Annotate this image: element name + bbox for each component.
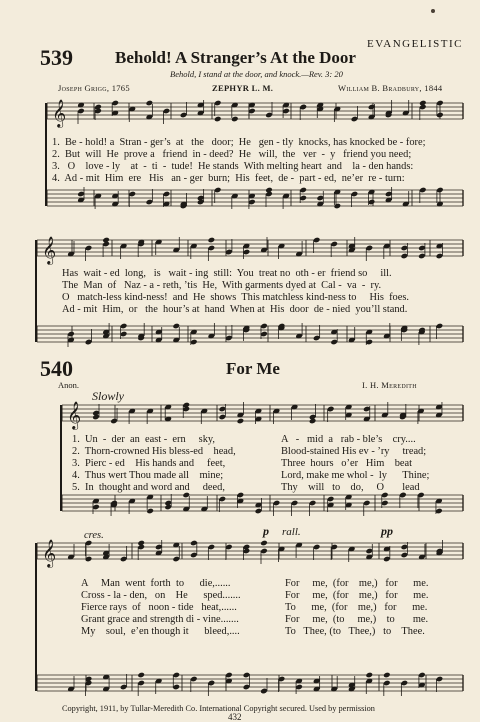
svg-text:𝄞: 𝄞 (52, 99, 67, 127)
verse-line: Fierce rays of noon - tide heat,...... (81, 602, 237, 614)
author-539: Joseph Grigg, 1765 (58, 83, 130, 93)
verse-line: 3. Pierc - ed His hands and feet, (72, 458, 226, 470)
page-number: 432 (228, 712, 242, 722)
verse-line: 5. In thought and word and deed, (72, 482, 225, 494)
verse-line: Grant grace and strength di - vine....... (81, 614, 239, 626)
verse-line: 4. Thus wert Thou made all mine; (72, 470, 224, 482)
dynamic-p: p (263, 524, 269, 538)
scripture-reference: Behold, I stand at the door, and knock.—Rev. 3: 20 (170, 69, 343, 79)
verse-line: For me, (for me,) for me. (285, 590, 429, 602)
verse-line: 2. But will He prove a friend in - deed? He will, the ver - y friend you need; (52, 149, 412, 161)
verse-line: For me, (to me,) to me. (285, 614, 429, 626)
verses-540-left2 (81, 578, 241, 638)
tempo-marking: Slowly (92, 389, 124, 403)
verse-line: Blood-stained His ev - ’ry tread; (281, 446, 427, 458)
hymn-title-540: For Me (226, 359, 280, 378)
hymn-title-539: Behold! A Stranger’s At the Door (115, 48, 356, 67)
verses-540-left1 (72, 434, 236, 494)
dynamic-rall: rall. (282, 526, 301, 538)
dynamic-pp: pp (381, 524, 393, 538)
verse-line: Has wait - ed long, is wait - ing still: You treat no oth - er friend so ill. (62, 268, 392, 279)
copyright-notice: Copyright, 1911, by Tullar-Meredith Co. International Copyright secured. Used by permission (62, 704, 375, 713)
verse-line: Lord, make me whol - ly Thine; (281, 470, 430, 482)
verse-line: Three hours o’er Him beat (281, 458, 412, 470)
composer-539: William B. Bradbury, 1844 (338, 83, 443, 93)
verse-line: 1. Be - hold! a Stran - ger’s at the door; He gen - tly knocks, has knocked be - fore; (52, 137, 426, 148)
verses-539-part1 (52, 137, 425, 185)
verse-line: 3. O love - ly at - ti - tude! He stands With melting heart and la - den hands: (52, 161, 414, 173)
verse-line: 2. Thorn-crowned His bless-ed head, (72, 446, 236, 458)
dynamic-cres: cres. (84, 530, 104, 541)
svg-text:𝄞: 𝄞 (67, 401, 82, 429)
hymn-number-539: 539 (40, 45, 73, 70)
verse-line: 4. Ad - mit Him ere His an - ger burn; His feet, de - part - ed, ne’er re - turn: (52, 173, 405, 185)
category-heading: EVANGELISTIC (367, 38, 464, 50)
verse-line: 1. Un - der an east - ern sky, (72, 434, 216, 445)
svg-text:𝄞: 𝄞 (42, 539, 57, 567)
verse-line: A Man went forth to die,...... (81, 578, 231, 589)
verse-line: For me, (for me,) for me. (285, 578, 429, 589)
verse-line: A - mid a rab - ble’s cry.... (281, 434, 416, 445)
verse-line: To Thee, (to Thee,) to Thee. (285, 626, 425, 638)
author-540: Anon. (58, 380, 80, 390)
verse-line: The Man of Naz - a - reth, ’tis He, With garments dyed at Cal - va - ry. (62, 280, 382, 292)
tune-name-539: ZEPHYR L. M. (212, 83, 274, 93)
verse-line: O match-less kind-ness! and He shows This matchless kind-ness to His foes. (62, 292, 409, 304)
verse-line: Thy will to do, O lead (281, 482, 420, 494)
verses-539-part2 (62, 268, 409, 316)
verse-line: Cross - la - den, on He sped....... (81, 590, 241, 602)
composer-540: I. H. Meredith (362, 380, 417, 390)
svg-text:𝄞: 𝄞 (42, 236, 57, 264)
verses-540-right2 (285, 578, 428, 638)
hymn-number-540: 540 (40, 356, 73, 381)
verse-line: My soul, e’en though it bleed,.... (81, 626, 240, 638)
verse-line: To me, (for me,) for me. (285, 602, 428, 614)
verses-540-right1 (281, 434, 429, 494)
verse-line: Ad - mit Him, or the hour’s at hand When at His door de - nied you’ll stand. (62, 304, 408, 316)
